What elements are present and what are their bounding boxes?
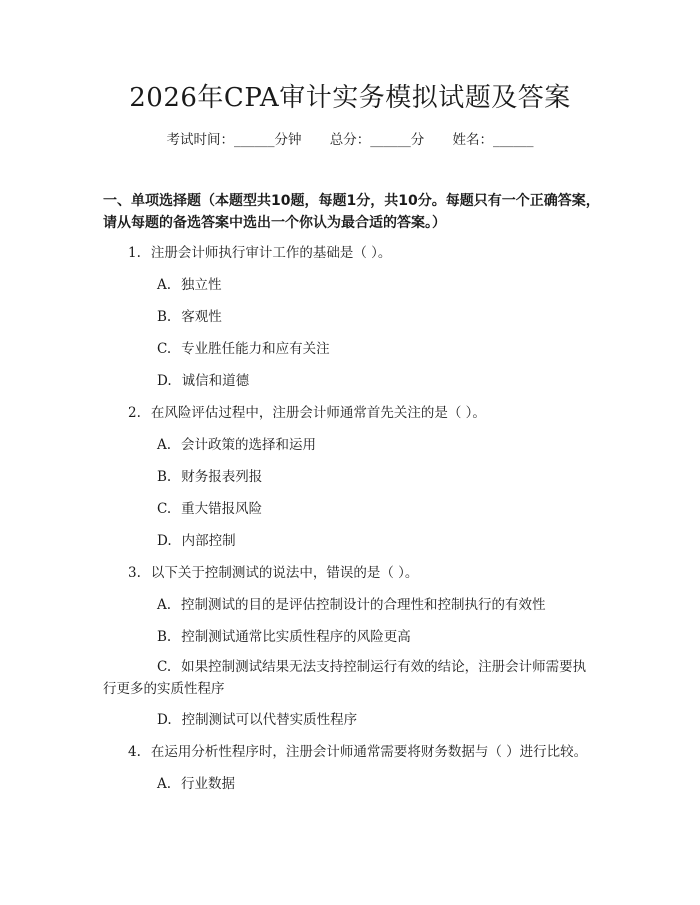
option-text: 会计政策的选择和运用 [181,437,317,453]
option-letter: D. [157,533,172,549]
question-1-option-b [157,306,597,328]
option-letter: A. [157,277,172,293]
option-text: 如果控制测试结果无法支持控制运行有效的结论，注册会计师需要执行更多的实质性程序 [103,659,587,697]
page-title: 2026年CPA审计实务模拟试题及答案 [129,83,571,113]
question-number: 1. [128,245,141,261]
question-text: 在风险评估过程中，注册会计师通常首先关注的是（ ）。 [150,405,486,421]
exam-time-field: 考试时间：______分钟 [166,132,302,148]
option-text: 财务报表列报 [181,469,263,485]
question-2 [103,402,598,424]
question-3-option-c [103,656,595,700]
section-heading: 一、单项选择题（本题型共10题，每题1分，共10分。每题只有一个正确答案，请从每题的备选答案中选出一个你认为最合适的答案。） [103,193,600,231]
question-4-option-a [157,773,597,795]
option-text: 客观性 [181,309,222,325]
option-letter: C. [157,659,172,675]
question-text: 在运用分析性程序时，注册会计师通常需要将财务数据与（ ）进行比较。 [150,744,588,760]
question-text: 以下关于控制测试的说法中，错误的是（ ）。 [150,565,419,581]
question-2-option-a [157,434,597,456]
student-name-field: 姓名：______ [452,132,534,148]
option-letter: D. [157,373,172,389]
question-1-option-c [157,338,597,360]
question-1-option-d [157,370,597,392]
option-letter: C. [157,501,172,517]
question-number: 4. [128,744,141,760]
question-3-option-d [157,709,597,731]
option-letter: A. [157,597,172,613]
question-3 [103,562,598,584]
question-3-option-b [157,626,597,648]
option-letter: B. [157,309,172,325]
option-text: 控制测试通常比实质性程序的风险更高 [181,629,411,645]
total-score-field: 总分：______分 [329,132,425,148]
question-1-option-a [157,274,597,296]
question-2-option-c [157,498,597,520]
question-2-option-b [157,466,597,488]
option-text: 内部控制 [181,533,236,549]
option-text: 独立性 [181,277,222,293]
question-number: 2. [128,405,141,421]
question-2-option-d [157,530,597,552]
question-4 [103,741,598,763]
question-3-option-a [157,594,597,616]
option-text: 控制测试的目的是评估控制设计的合理性和控制执行的有效性 [181,597,546,613]
option-letter: D. [157,712,172,728]
option-text: 控制测试可以代替实质性程序 [181,712,358,728]
option-text: 诚信和道德 [181,373,250,389]
question-text: 注册会计师执行审计工作的基础是（ ）。 [150,245,392,261]
exam-meta [0,130,700,150]
option-text: 重大错报风险 [181,501,263,517]
option-text: 专业胜任能力和应有关注 [181,341,330,357]
question-1 [103,242,598,264]
option-letter: C. [157,341,172,357]
question-number: 3. [128,565,141,581]
option-letter: A. [157,776,172,792]
option-letter: A. [157,437,172,453]
option-letter: B. [157,629,172,645]
option-text: 行业数据 [181,776,236,792]
option-letter: B. [157,469,172,485]
